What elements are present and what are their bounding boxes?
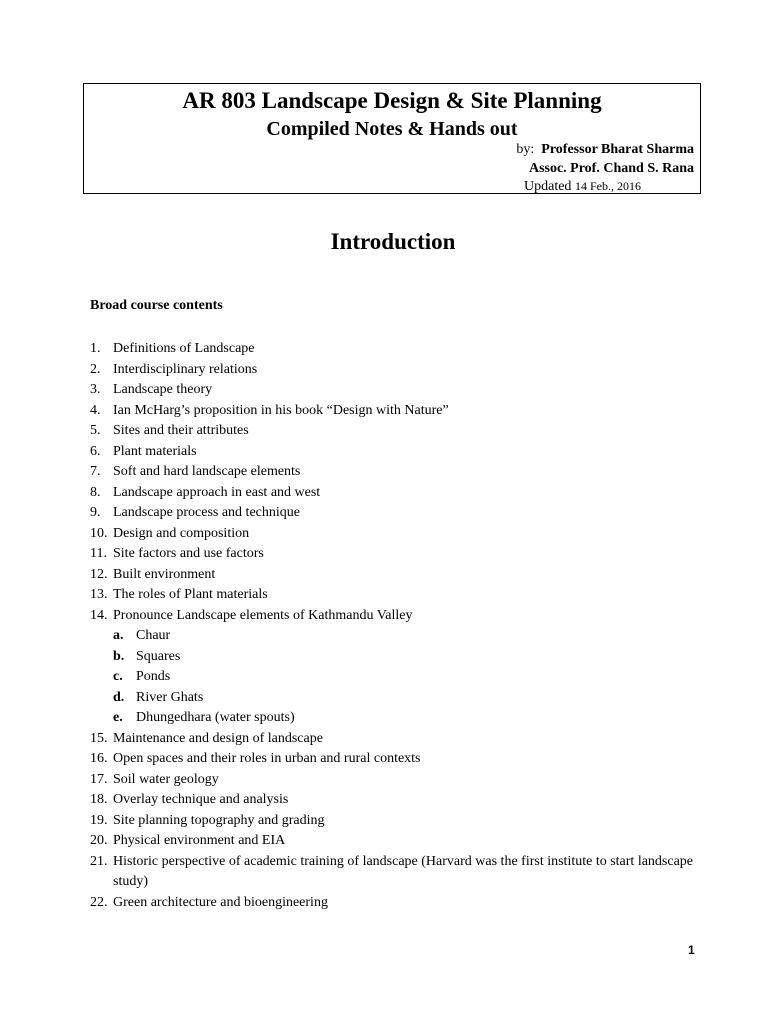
list-item [90,360,710,381]
sub-list-item [90,667,710,688]
item-number: 16. [90,751,108,766]
page-number: 1 [688,943,695,957]
item-number: 22. [90,894,108,910]
item-number: 4. [90,402,101,418]
list-item [90,852,710,893]
item-text: Green architecture and bioengineering [113,894,328,910]
list-item [90,565,710,586]
item-text: Historic perspective of academic training of landscape (Harvard was the first institute to start landscape study) [113,853,694,889]
document-subtitle: Compiled Notes & Hands out [266,118,518,140]
item-text: Pronounce Landscape elements of Kathmandu Valley [113,607,413,623]
item-text: Interdisciplinary relations [113,361,258,377]
item-text: Built environment [113,566,216,582]
item-number: 5. [90,423,101,438]
by-prefix: by: [516,142,535,157]
item-number: 14. [90,607,108,623]
sub-item-letter: d. [113,689,125,705]
item-number: 7. [90,464,101,479]
list-item [90,749,710,770]
list-item [90,893,710,914]
item-text: Site planning topography and grading [113,812,325,828]
sub-item-text: Ponds [136,669,171,684]
author-line [516,141,694,159]
coauthor-name: Assoc. Prof. Chand S. Rana [528,161,694,176]
item-text: The roles of Plant materials [113,587,268,602]
list-item [90,503,710,524]
sub-list-item [90,688,710,709]
item-text: Definitions of Landscape [113,341,255,356]
updated-line [524,178,641,195]
item-text: Overlay technique and analysis [113,792,289,807]
list-item [90,811,710,832]
item-text: Plant materials [113,443,197,459]
sub-item-letter: b. [113,648,125,664]
item-number: 21. [90,853,108,869]
course-contents-list [90,339,710,913]
list-item [90,442,710,463]
list-item [90,831,710,852]
list-item [90,524,710,545]
item-text: Landscape process and technique [113,505,300,520]
document-title: AR 803 Landscape Design & Site Planning [182,88,602,113]
item-number: 2. [90,361,101,377]
item-text: Site factors and use factors [113,546,264,561]
list-item [90,421,710,442]
list-item [90,339,710,360]
item-text: Physical environment and EIA [113,833,286,848]
sub-item-text: Chaur [136,628,171,643]
sub-item-text: Dhungedhara (water spouts) [136,710,295,725]
updated-label: Updated [524,179,572,194]
item-text: Sites and their attributes [113,423,249,438]
item-text: Ian McHarg’s proposition in his book “Design with Nature” [113,402,449,418]
list-item [90,401,710,422]
author-name: Professor Bharat Sharma [541,142,694,157]
item-text: Soft and hard landscape elements [113,464,301,479]
item-number: 8. [90,484,101,500]
item-number: 13. [90,587,108,602]
list-item [90,770,710,791]
item-text: Landscape approach in east and west [113,484,321,500]
sub-list-item [90,626,710,647]
sub-item-letter: a. [113,628,124,643]
item-text: Maintenance and design of landscape [113,730,323,746]
item-number: 17. [90,771,108,787]
sub-item-text: River Ghats [136,689,204,705]
item-number: 20. [90,833,108,848]
sub-item-letter: c. [113,669,123,684]
item-number: 15. [90,730,108,746]
header-box [83,83,701,194]
item-number: 12. [90,566,108,582]
contents-heading: Broad course contents [90,298,223,313]
item-text: Open spaces and their roles in urban and rural contexts [113,751,421,766]
item-text: Design and composition [113,525,250,541]
item-number: 19. [90,812,108,828]
list-item [90,729,710,750]
sub-list-item [90,708,710,729]
item-text: Soil water geology [113,771,219,787]
item-number: 10. [90,525,108,541]
list-item [90,462,710,483]
list-item [90,380,710,401]
item-number: 1. [90,341,101,356]
item-number: 3. [90,382,101,397]
item-text: Landscape theory [113,382,213,397]
updated-date: 14 Feb., 2016 [574,179,641,193]
section-title: Introduction [330,229,456,254]
sub-item-text: Squares [136,648,181,664]
list-item [90,544,710,565]
sub-list-item [90,647,710,668]
list-item [90,790,710,811]
item-number: 6. [90,443,101,459]
sub-item-letter: e. [113,710,123,725]
item-number: 11. [90,546,107,561]
list-item [90,606,710,627]
list-item [90,585,710,606]
item-number: 18. [90,792,108,807]
item-number: 9. [90,505,101,520]
list-item [90,483,710,504]
